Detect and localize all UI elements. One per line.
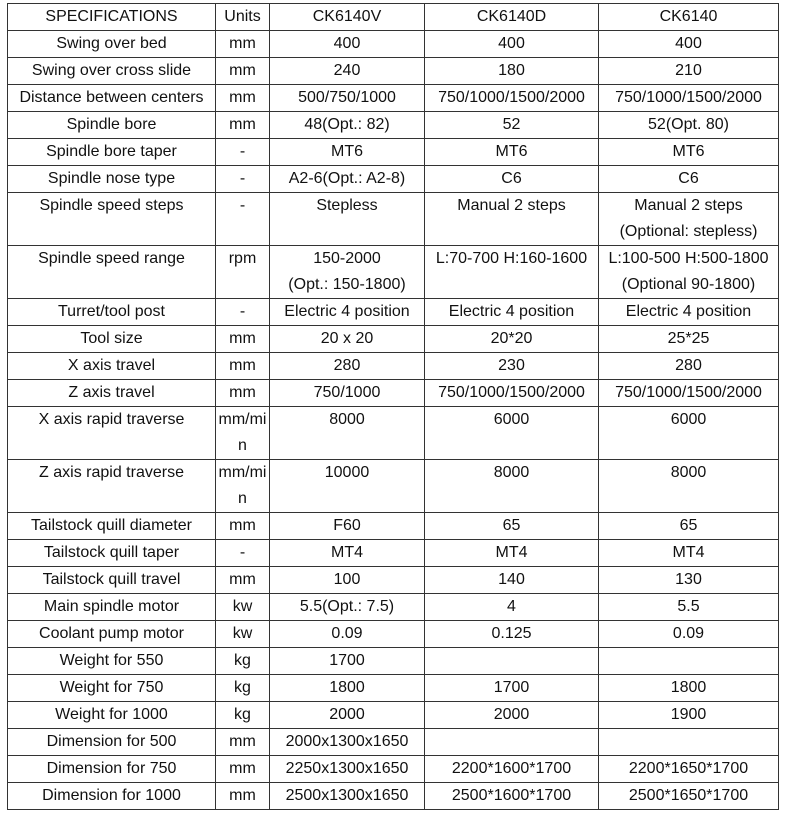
table-row	[8, 756, 779, 783]
value-cell-ck6140d: 230	[425, 353, 599, 380]
unit-cell: mm	[216, 112, 270, 139]
value-cell-ck6140: 2500*1650*1700	[599, 783, 779, 810]
unit-cell-line-1: mm/mi	[218, 464, 267, 481]
value-cell-ck6140	[599, 648, 779, 675]
spec-name-cell: Weight for 750	[8, 675, 216, 702]
spec-name-cell: Weight for 1000	[8, 702, 216, 729]
value-cell-ck6140-line-2: (Optional 90-1800)	[621, 276, 756, 293]
table-row	[8, 540, 779, 567]
value-cell-ck6140d: 20*20	[425, 326, 599, 353]
table-row	[8, 299, 779, 326]
value-cell-ck6140v: 2250x1300x1650	[270, 756, 425, 783]
spec-name-cell: Tool size	[8, 326, 216, 353]
value-cell-ck6140: 1900	[599, 702, 779, 729]
unit-cell: kg	[216, 702, 270, 729]
unit-cell: mm	[216, 567, 270, 594]
value-cell-ck6140d: 180	[425, 58, 599, 85]
specifications-table-body	[8, 4, 779, 810]
header-specifications: SPECIFICATIONS	[8, 4, 216, 31]
unit-cell: mm	[216, 58, 270, 85]
value-cell-ck6140: 210	[599, 58, 779, 85]
spec-name-cell: X axis rapid traverse	[8, 407, 216, 460]
value-cell-ck6140d: MT6	[425, 139, 599, 166]
value-cell-ck6140: MT4	[599, 540, 779, 567]
spec-name-cell: Weight for 550	[8, 648, 216, 675]
value-cell-ck6140	[599, 193, 779, 246]
value-cell-ck6140v: Electric 4 position	[270, 299, 425, 326]
spec-name-cell: Dimension for 1000	[8, 783, 216, 810]
table-row	[8, 460, 779, 513]
table-row	[8, 702, 779, 729]
table-row	[8, 31, 779, 58]
value-cell-ck6140v: 240	[270, 58, 425, 85]
value-cell-ck6140: 65	[599, 513, 779, 540]
spec-name-cell: Tailstock quill taper	[8, 540, 216, 567]
value-cell-ck6140d: 750/1000/1500/2000	[425, 380, 599, 407]
spec-name-cell: X axis travel	[8, 353, 216, 380]
spec-name-cell: Spindle speed range	[8, 246, 216, 299]
unit-cell: -	[216, 139, 270, 166]
specifications-table	[7, 3, 779, 810]
unit-cell-line-1: mm/mi	[218, 411, 267, 428]
value-cell-ck6140: 6000	[599, 407, 779, 460]
spec-name-cell: Swing over cross slide	[8, 58, 216, 85]
table-row	[8, 783, 779, 810]
value-cell-ck6140v: MT4	[270, 540, 425, 567]
value-cell-ck6140d: MT4	[425, 540, 599, 567]
value-cell-ck6140: 1800	[599, 675, 779, 702]
unit-cell: mm	[216, 513, 270, 540]
value-cell-ck6140: 280	[599, 353, 779, 380]
value-cell-ck6140v: MT6	[270, 139, 425, 166]
unit-cell: mm	[216, 783, 270, 810]
table-row	[8, 513, 779, 540]
value-cell-ck6140d: 6000	[425, 407, 599, 460]
value-cell-ck6140d: 8000	[425, 460, 599, 513]
unit-cell: mm	[216, 31, 270, 58]
spec-name-cell: Z axis travel	[8, 380, 216, 407]
unit-cell: -	[216, 166, 270, 193]
spec-name-cell: Tailstock quill travel	[8, 567, 216, 594]
unit-cell: kw	[216, 594, 270, 621]
value-cell-ck6140v: 280	[270, 353, 425, 380]
header-model-ck6140: CK6140	[599, 4, 779, 31]
value-cell-ck6140: 25*25	[599, 326, 779, 353]
value-cell-ck6140: Electric 4 position	[599, 299, 779, 326]
table-row	[8, 353, 779, 380]
value-cell-ck6140v: A2-6(Opt.: A2-8)	[270, 166, 425, 193]
value-cell-ck6140d: 1700	[425, 675, 599, 702]
value-cell-ck6140d	[425, 729, 599, 756]
spec-name-cell: Turret/tool post	[8, 299, 216, 326]
value-cell-ck6140v: 1800	[270, 675, 425, 702]
value-cell-ck6140v-line-1: 150-2000	[313, 250, 381, 267]
value-cell-ck6140d: 750/1000/1500/2000	[425, 85, 599, 112]
unit-cell: -	[216, 193, 270, 246]
spec-name-cell: Dimension for 750	[8, 756, 216, 783]
table-row	[8, 166, 779, 193]
value-cell-ck6140d: 4	[425, 594, 599, 621]
unit-cell: kw	[216, 621, 270, 648]
spec-name-cell: Dimension for 500	[8, 729, 216, 756]
value-cell-ck6140: 0.09	[599, 621, 779, 648]
value-cell-ck6140v: 0.09	[270, 621, 425, 648]
spec-name-cell: Spindle speed steps	[8, 193, 216, 246]
value-cell-ck6140: 400	[599, 31, 779, 58]
table-row	[8, 621, 779, 648]
table-row	[8, 85, 779, 112]
header-units: Units	[216, 4, 270, 31]
spec-name-cell: Spindle bore	[8, 112, 216, 139]
unit-cell: mm	[216, 380, 270, 407]
value-cell-ck6140d: 140	[425, 567, 599, 594]
spec-name-cell: Spindle nose type	[8, 166, 216, 193]
value-cell-ck6140v: 2500x1300x1650	[270, 783, 425, 810]
value-cell-ck6140v: 400	[270, 31, 425, 58]
spec-name-cell: Z axis rapid traverse	[8, 460, 216, 513]
value-cell-ck6140-line-2: (Optional: stepless)	[619, 223, 758, 240]
table-row	[8, 675, 779, 702]
value-cell-ck6140d: Electric 4 position	[425, 299, 599, 326]
unit-cell: rpm	[216, 246, 270, 299]
unit-cell: -	[216, 540, 270, 567]
spec-name-cell: Distance between centers	[8, 85, 216, 112]
unit-cell: mm	[216, 729, 270, 756]
unit-cell-line-2: n	[238, 490, 247, 507]
value-cell-ck6140v: F60	[270, 513, 425, 540]
header-model-ck6140v: CK6140V	[270, 4, 425, 31]
value-cell-ck6140-line-1: L:100-500 H:500-1800	[608, 250, 769, 267]
value-cell-ck6140d: C6	[425, 166, 599, 193]
value-cell-ck6140	[599, 729, 779, 756]
value-cell-ck6140v: 10000	[270, 460, 425, 513]
value-cell-ck6140d: 2000	[425, 702, 599, 729]
value-cell-ck6140d: Manual 2 steps	[425, 193, 599, 246]
value-cell-ck6140: MT6	[599, 139, 779, 166]
value-cell-ck6140v: 750/1000	[270, 380, 425, 407]
unit-cell: mm	[216, 353, 270, 380]
unit-cell: kg	[216, 648, 270, 675]
table-row	[8, 594, 779, 621]
value-cell-ck6140: C6	[599, 166, 779, 193]
table-row	[8, 729, 779, 756]
header-model-ck6140d: CK6140D	[425, 4, 599, 31]
unit-cell: mm	[216, 85, 270, 112]
spec-name-cell: Swing over bed	[8, 31, 216, 58]
value-cell-ck6140v: 1700	[270, 648, 425, 675]
unit-cell	[216, 407, 270, 460]
value-cell-ck6140-line-1: Manual 2 steps	[634, 197, 743, 214]
table-row	[8, 567, 779, 594]
value-cell-ck6140v: 500/750/1000	[270, 85, 425, 112]
value-cell-ck6140d: L:70-700 H:160-1600	[425, 246, 599, 299]
table-row	[8, 648, 779, 675]
table-row	[8, 246, 779, 299]
spec-name-cell: Coolant pump motor	[8, 621, 216, 648]
unit-cell: mm	[216, 756, 270, 783]
value-cell-ck6140: 750/1000/1500/2000	[599, 380, 779, 407]
value-cell-ck6140d: 400	[425, 31, 599, 58]
value-cell-ck6140v: 2000x1300x1650	[270, 729, 425, 756]
value-cell-ck6140: 8000	[599, 460, 779, 513]
table-row	[8, 407, 779, 460]
table-row	[8, 380, 779, 407]
value-cell-ck6140v: Stepless	[270, 193, 425, 246]
value-cell-ck6140v: 5.5(Opt.: 7.5)	[270, 594, 425, 621]
table-row	[8, 139, 779, 166]
value-cell-ck6140: 5.5	[599, 594, 779, 621]
value-cell-ck6140	[599, 246, 779, 299]
table-row	[8, 326, 779, 353]
value-cell-ck6140d: 65	[425, 513, 599, 540]
value-cell-ck6140v: 20 x 20	[270, 326, 425, 353]
value-cell-ck6140d	[425, 648, 599, 675]
unit-cell-line-2: n	[238, 437, 247, 454]
value-cell-ck6140v: 100	[270, 567, 425, 594]
table-row	[8, 193, 779, 246]
unit-cell: mm	[216, 326, 270, 353]
unit-cell: kg	[216, 675, 270, 702]
unit-cell	[216, 460, 270, 513]
spec-name-cell: Spindle bore taper	[8, 139, 216, 166]
value-cell-ck6140v: 2000	[270, 702, 425, 729]
spec-name-cell: Main spindle motor	[8, 594, 216, 621]
value-cell-ck6140: 750/1000/1500/2000	[599, 85, 779, 112]
spec-name-cell: Tailstock quill diameter	[8, 513, 216, 540]
value-cell-ck6140v	[270, 246, 425, 299]
unit-cell: -	[216, 299, 270, 326]
value-cell-ck6140v: 48(Opt.: 82)	[270, 112, 425, 139]
value-cell-ck6140: 52(Opt. 80)	[599, 112, 779, 139]
value-cell-ck6140: 2200*1650*1700	[599, 756, 779, 783]
value-cell-ck6140d: 0.125	[425, 621, 599, 648]
value-cell-ck6140v: 8000	[270, 407, 425, 460]
header-row	[8, 4, 779, 31]
table-row	[8, 58, 779, 85]
value-cell-ck6140v-line-2: (Opt.: 150-1800)	[288, 276, 406, 293]
value-cell-ck6140: 130	[599, 567, 779, 594]
value-cell-ck6140d: 2500*1600*1700	[425, 783, 599, 810]
value-cell-ck6140d: 2200*1600*1700	[425, 756, 599, 783]
value-cell-ck6140d: 52	[425, 112, 599, 139]
table-row	[8, 112, 779, 139]
